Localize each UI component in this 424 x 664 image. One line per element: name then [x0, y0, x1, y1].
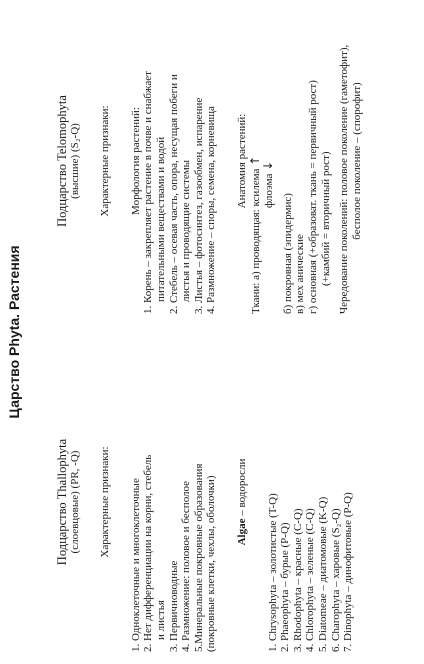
feature-item: 5.Минеральные покровные образования: [192, 463, 205, 652]
feature-item: 1. Одноклеточные и многоклеточные: [129, 478, 142, 652]
anatomy-block: [249, 8, 333, 314]
morphology-title: Морфология растений:: [129, 107, 142, 215]
anatomy-title: Анатомия растений:: [235, 113, 248, 209]
algae-item: 1. Chrysophyta – золотистые (T-Q): [266, 493, 279, 652]
page-title: Царство Phyta. Растения: [6, 245, 22, 419]
thallophyta-column: [56, 352, 355, 652]
alternation-line: бесполое поколение – (спорофит): [350, 82, 363, 240]
feature-item: и листья: [154, 600, 167, 640]
tissue-item: г) основная (+образоват. ткань = первичный рост): [306, 80, 319, 314]
telomophyta-subheading: (высшие) (S₂-Q): [68, 123, 81, 199]
feature-item: 3. Первичноводные: [167, 560, 180, 652]
morphology-item: листья и проводящие системы: [180, 159, 193, 302]
arrow-up-icon: ↑: [247, 155, 262, 166]
algae-item: 3. Rhodophyta – красные (C-Q): [291, 508, 304, 652]
morphology-item: 1. Корень – закрепляет растение в почве и снабжает: [142, 71, 155, 314]
algae-list: [267, 352, 355, 652]
algae-title: Algae: [235, 518, 248, 546]
algae-item: 7. Dinophyta – динофитовые (P-Q): [342, 492, 355, 652]
arrow-down-icon: ↓: [261, 160, 276, 171]
tissues-label: Ткани: а) проводящая: ксилема: [249, 168, 262, 314]
telomophyta-heading: Подцарство Telomophyta: [55, 95, 69, 227]
alternation-block: [338, 8, 363, 314]
thallophyta-features-list: [130, 352, 218, 652]
thallophyta-features-title: Характерные признаки:: [99, 446, 112, 558]
feature-item: 4. Размножение: половое и бесполое: [180, 480, 193, 652]
alternation-line: Чередование поколений: половое поколение (гаметофит),: [338, 44, 351, 314]
tissue-item: б) покровная (эпидермис): [281, 193, 294, 314]
feature-item: (покровные клетки, чехлы, оболочки): [205, 475, 218, 652]
algae-item: 5. Diatomeae – диатомовые (K-Q): [316, 496, 329, 652]
telomophyta-features-title: Характерные признаки:: [99, 105, 112, 217]
algae-suffix: – водоросли: [235, 458, 248, 519]
feature-item: 2. Нет дифференциации на корни, стебель: [142, 454, 155, 652]
thallophyta-subheading: (слоевцовые) (PR, -Q): [68, 450, 81, 554]
morphology-list: [142, 8, 218, 314]
algae-item: 2. Phaeophyta – бурые (P-Q): [279, 522, 292, 652]
morphology-item: 2. Стебель – осевая часть, опора, несущая побеги и: [167, 74, 180, 314]
phloem-label: флоэма: [263, 173, 276, 208]
morphology-item: питательными веществами и водой: [154, 136, 167, 302]
tissues-phloem: [262, 8, 276, 314]
algae-item: 4. Chlorophyta – зеленые (C-Q): [304, 508, 317, 652]
morphology-item: 3. Листья – фотосинтез, газообмен, испарение: [192, 97, 205, 314]
tissue-item: (+камбий = вторичный рост): [319, 151, 332, 286]
algae-heading: [236, 352, 249, 652]
algae-item: 6. Charophyta – харовые (S₂-Q): [329, 508, 342, 652]
tissue-item: в) мех анические: [294, 234, 307, 314]
morphology-item: 4. Размножение – споры, семена, корневища: [205, 106, 218, 314]
tissues-conducting: [249, 8, 263, 314]
telomophyta-column: [56, 8, 363, 314]
thallophyta-heading: Подцарство Thallophyta: [55, 438, 69, 566]
